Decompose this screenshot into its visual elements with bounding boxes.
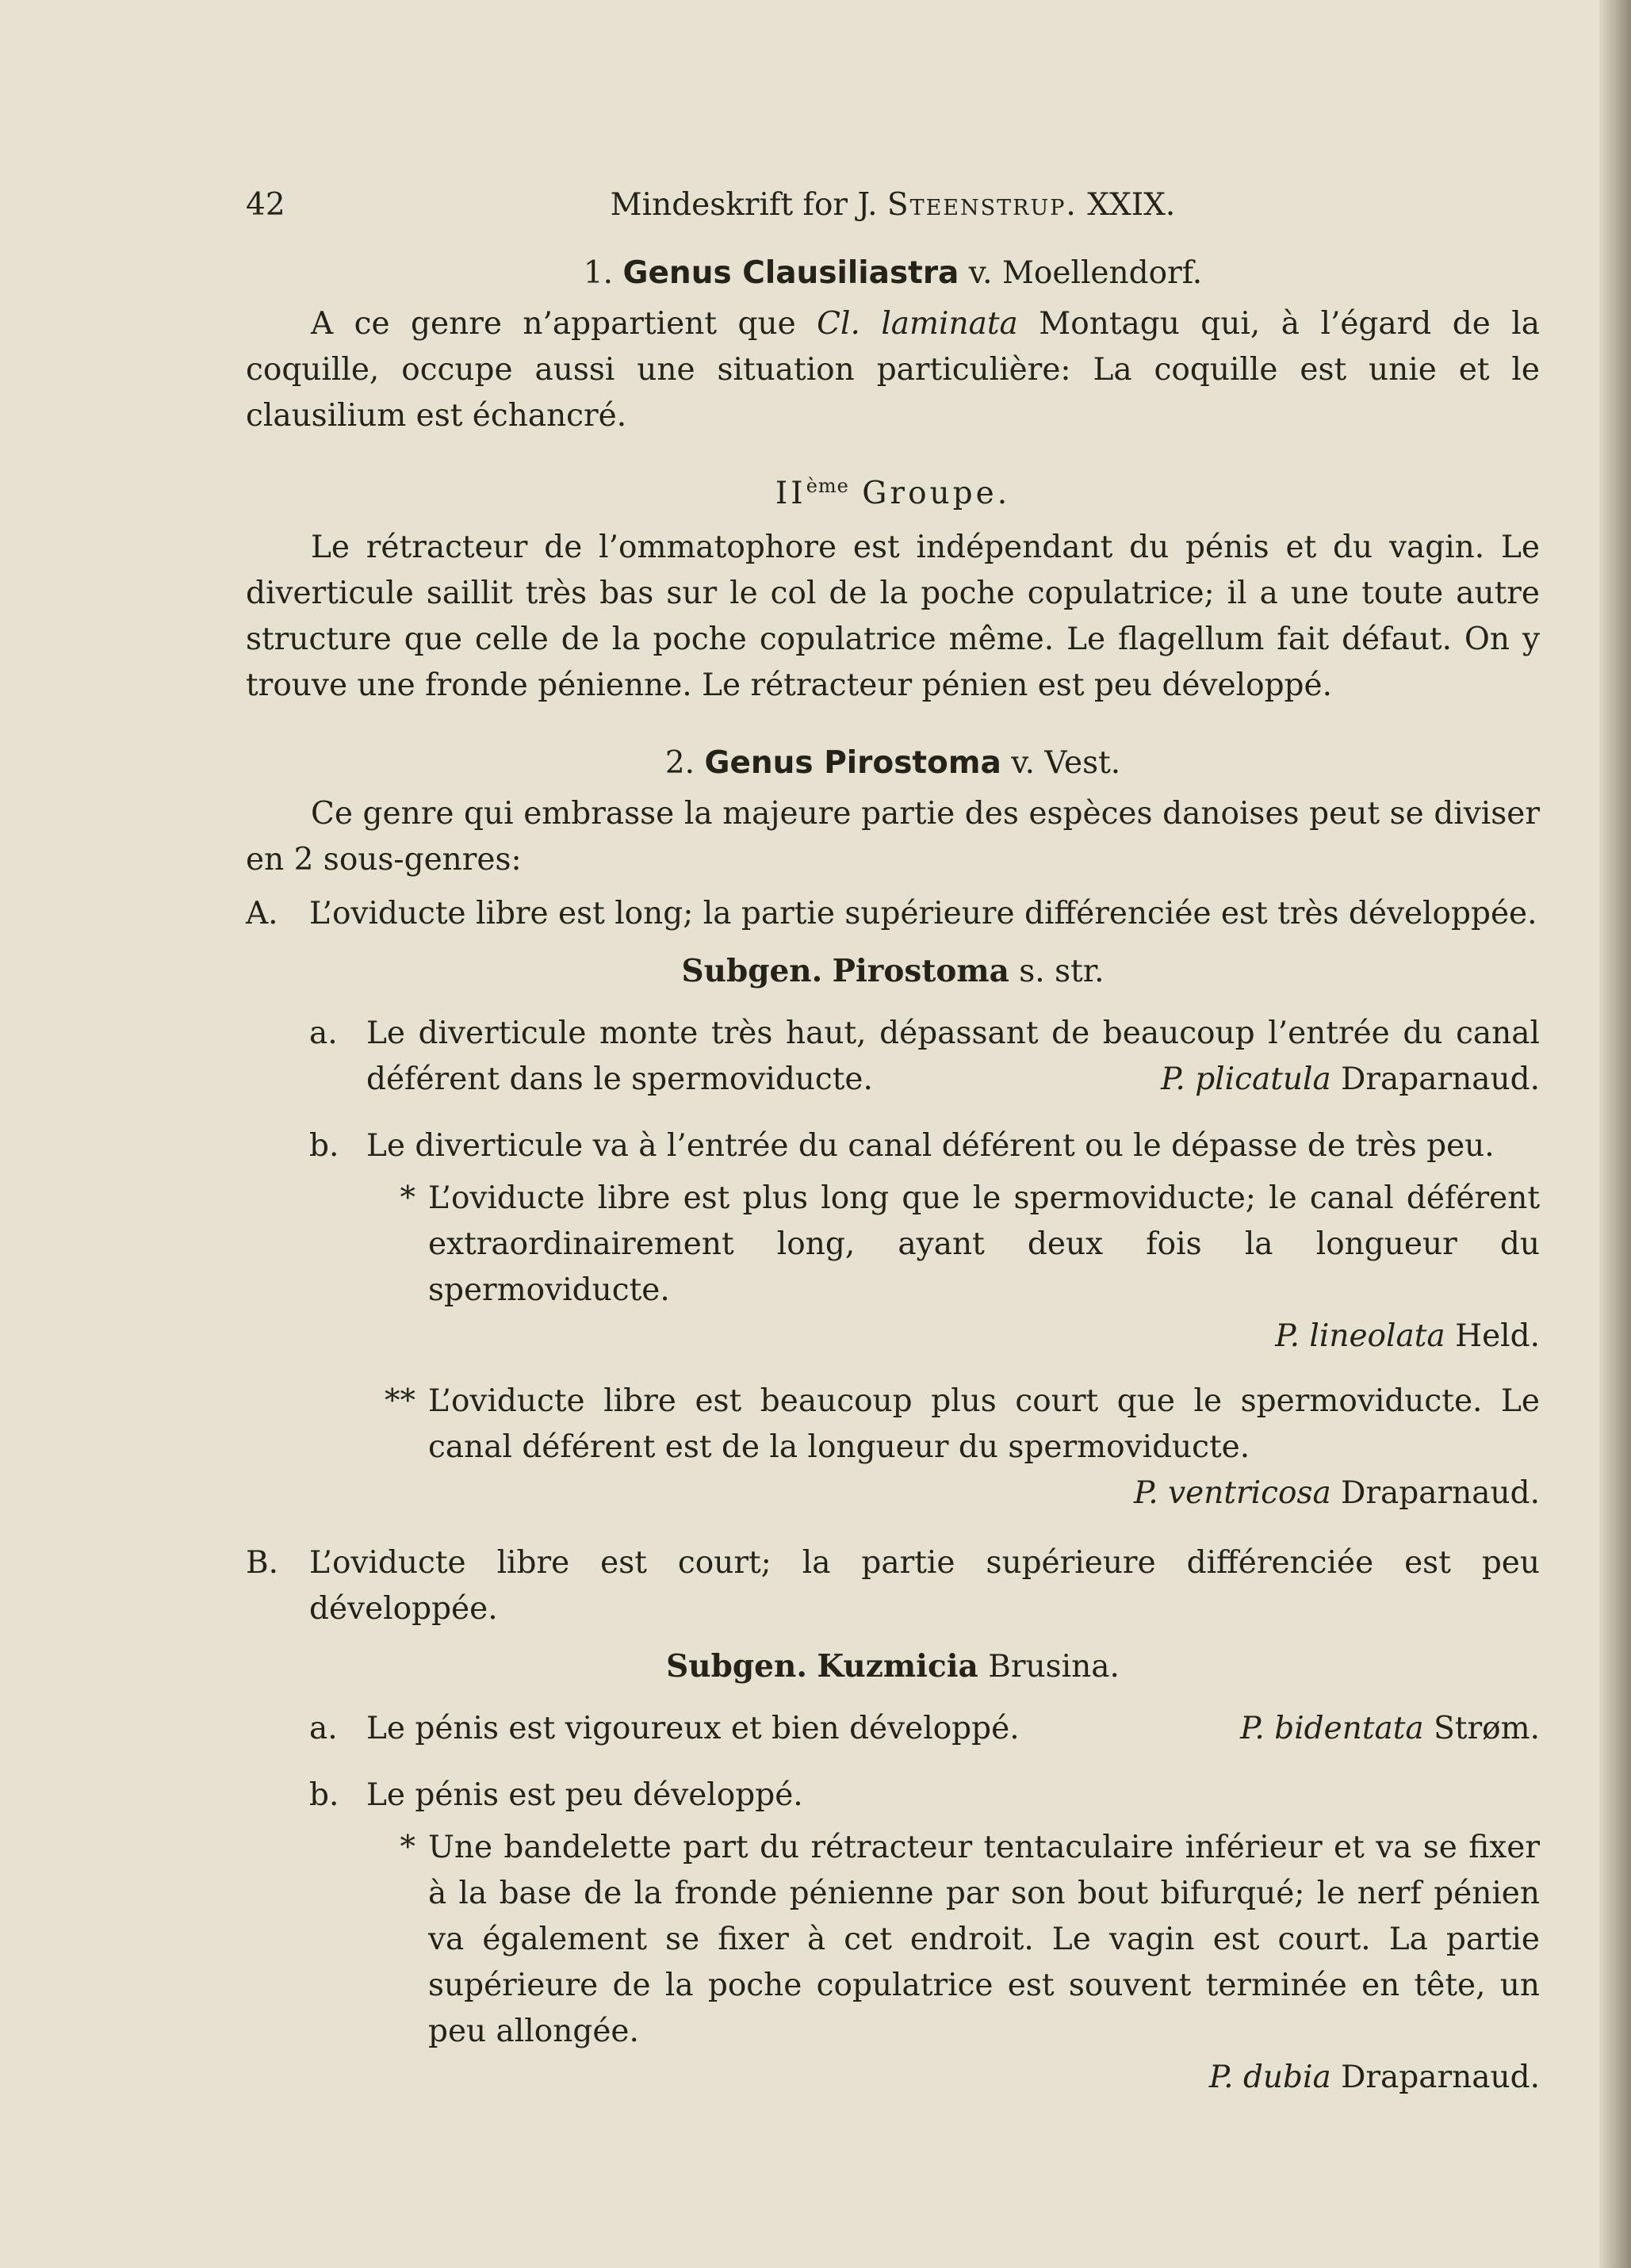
item-text: Le diverticule monte très haut, dépassant de beaucoup l’entrée du canal déférent dans le spermoviducte.	[366, 1015, 1540, 1097]
running-head-prefix: Mindeskrift for J.	[610, 187, 878, 223]
item-text: Le diverticule va à l’entrée du canal déférent ou le dépasse de très peu.	[366, 1128, 1495, 1164]
key-item-a	[309, 1706, 1540, 1752]
item-text: L’oviducte libre est plus long que le spermoviducte; le canal déférent extraordinairement long, ayant deux fois la longueur du spermoviducte.	[428, 1180, 1540, 1308]
key-item-b	[309, 1123, 1540, 1169]
subgenus-heading: Subgen. Kuzmicia Brusina.	[666, 1648, 1120, 1685]
item-text: Le pénis est vigoureux et bien développé.	[366, 1711, 1020, 1746]
section-marker: B.	[246, 1545, 279, 1581]
genus-clausiliastra-heading	[246, 251, 1540, 296]
item-marker: a.	[309, 1711, 338, 1746]
item-text: Une bandelette part du rétracteur tentaculaire inférieur et va se fixer à la base de la fronde pénienne par son bout bifurqué; le nerf pénien va également se fixer à cet endroit. Le vagin est court. La partie supérieure de la poche copulatrice est souvent terminée en tête, un peu allongée.	[428, 1830, 1540, 2049]
species-citation: P. dubia Draparnaud.	[1208, 2060, 1540, 2095]
genus-name: Genus Pirostoma	[704, 745, 1001, 781]
item-marker: *	[400, 1830, 415, 1865]
item-text: L’oviducte libre est beaucoup plus court que le spermoviducte. Le canal déférent est de la longueur du spermoviducte.	[428, 1383, 1540, 1465]
species-citation: P. lineolata Held.	[1275, 1318, 1540, 1354]
key-item-b	[309, 1773, 1540, 1819]
genus-pirostoma-heading	[246, 740, 1540, 786]
subgenus-heading: Subgen. Pirostoma s. str.	[681, 953, 1105, 989]
genus-pirostoma-paragraph: Ce genre qui embrasse la majeure partie des espèces danoises peut se diviser en 2 sous-genres:	[246, 796, 1540, 878]
species-citation: P. plicatula Draparnaud.	[1161, 1061, 1540, 1097]
item-marker: b.	[309, 1777, 339, 1813]
item-marker: **	[385, 1383, 415, 1419]
section-b	[246, 1540, 1540, 1632]
genus-author: v. Moellendorf.	[968, 255, 1203, 291]
running-head-volume: XXIX.	[1087, 187, 1176, 223]
genus-number: 1.	[583, 255, 614, 291]
scan-page-edge	[1599, 0, 1631, 2268]
genus-author: v. Vest.	[1011, 745, 1121, 781]
species-citation: P. ventricosa Draparnaud.	[1133, 1475, 1540, 1511]
species-name: Cl. laminata	[817, 306, 1018, 342]
key-subitem-double-star	[365, 1379, 1540, 1516]
page-number: 42	[246, 187, 285, 223]
section-a	[246, 891, 1540, 937]
page-header	[246, 182, 1540, 238]
running-head-name: Steenstrup.	[886, 187, 1078, 223]
group-heading: IIème Groupe.	[775, 475, 1011, 511]
genus-clausiliastra-paragraph: A ce genre n’appartient que Cl. laminata Montagu qui, à l’égard de la coquille, occupe aussi une situation particulière: La coquille est unie et le clausilium est échancré.	[246, 306, 1540, 434]
key-subitem-star	[365, 1176, 1540, 1360]
key-item-a	[309, 1011, 1540, 1103]
section-text: L’oviducte libre est long; la partie supérieure différenciée est très développée.	[309, 896, 1537, 931]
item-marker: b.	[309, 1128, 339, 1164]
genus-name: Genus Clausiliastra	[622, 255, 959, 291]
item-marker: a.	[309, 1015, 338, 1051]
document-page	[246, 182, 1540, 2101]
item-text: Le pénis est peu développé.	[366, 1777, 803, 1813]
group-paragraph: Le rétracteur de l’ommatophore est indépendant du pénis et du vagin. Le diverticule saillit très bas sur le col de la poche copulatrice; il a une toute autre structure que celle de la poche copulatrice même. Le flagellum fait défaut. On y trouve une fronde pénienne. Le rétracteur pénien est peu développé.	[246, 530, 1540, 703]
running-head	[246, 182, 1540, 228]
section-text: L’oviducte libre est court; la partie supérieure différenciée est peu développée.	[309, 1545, 1540, 1627]
section-marker: A.	[246, 896, 278, 931]
genus-number: 2.	[664, 745, 695, 781]
species-citation: P. bidentata Strøm.	[1240, 1711, 1540, 1746]
item-marker: *	[400, 1180, 415, 1216]
key-subitem-star	[365, 1825, 1540, 2101]
